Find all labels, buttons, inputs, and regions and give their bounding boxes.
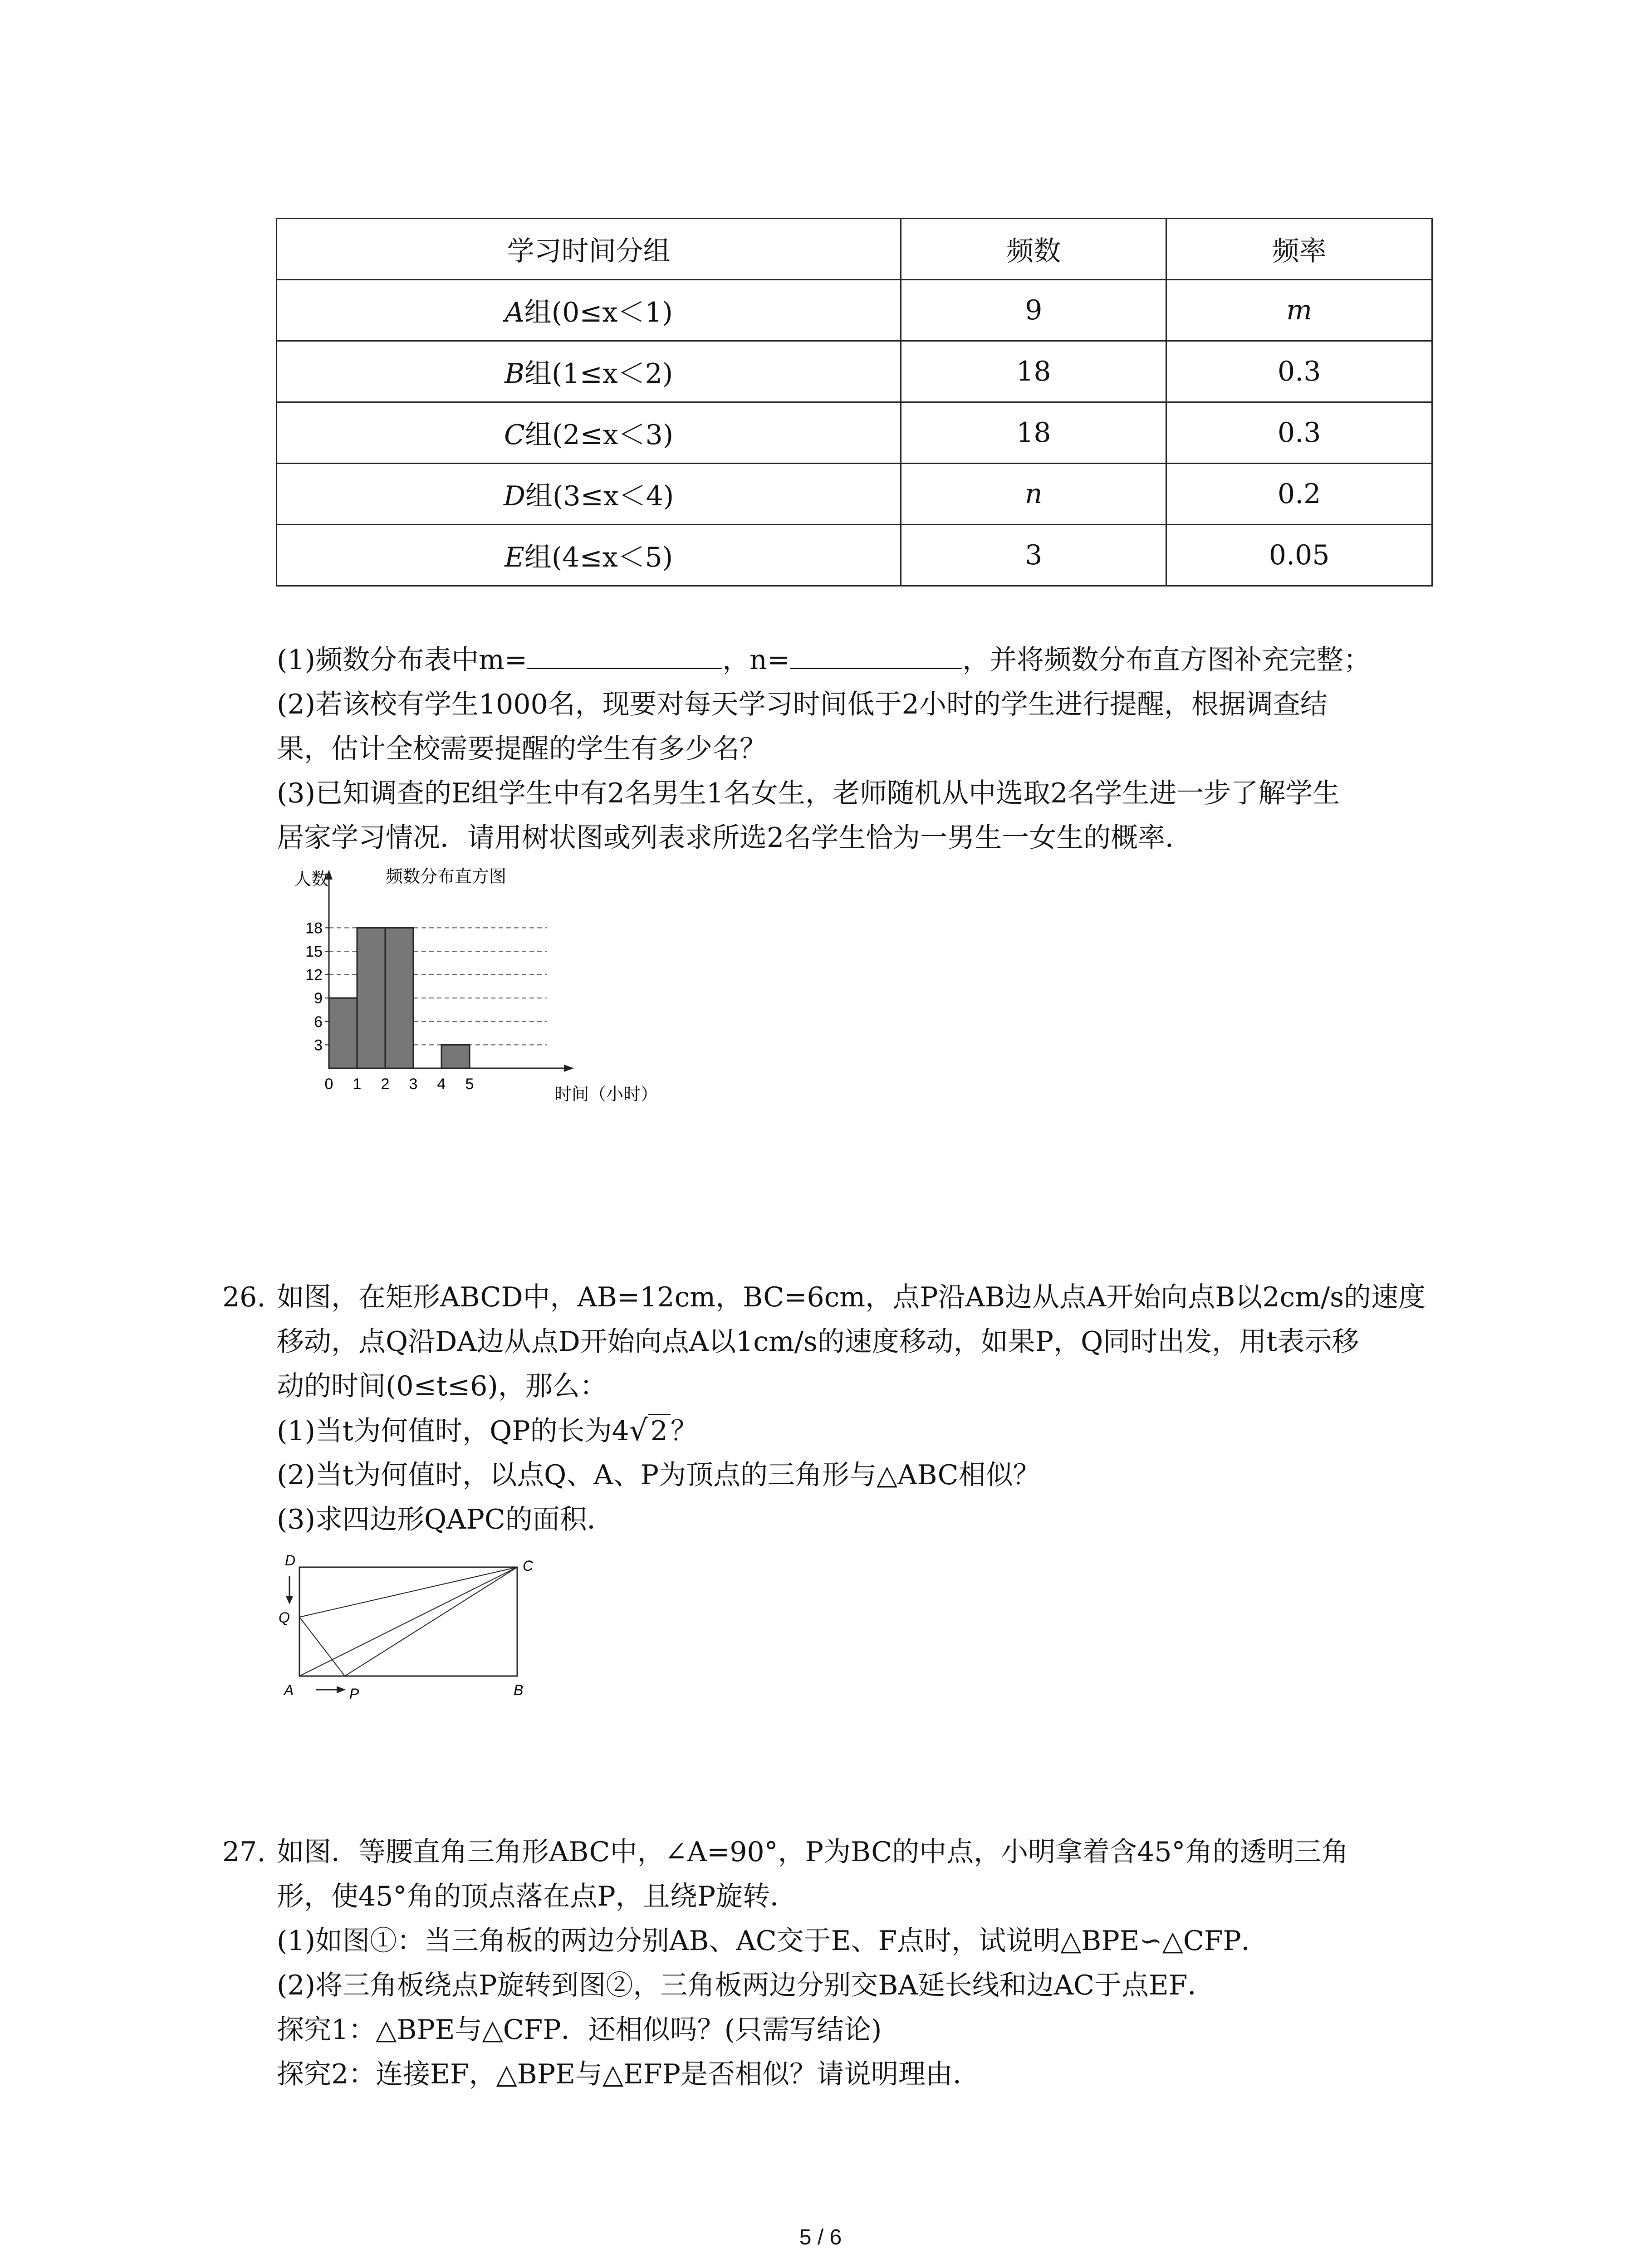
answer-blank-m[interactable] [527, 640, 722, 669]
table-header: 频数 [901, 219, 1166, 280]
table-cell: 0.3 [1166, 341, 1432, 402]
q25-part2-line2: 果，估计全校需要提醒的学生有多少名？ [277, 733, 767, 765]
q25-part2-line1: (2)若该校有学生1000名，现要对每天学习时间低于2小时的学生进行提醒，根据调查结 [277, 689, 1327, 720]
table-cell: 18 [901, 341, 1166, 402]
table-cell: D组(3≤x＜4) [277, 464, 901, 525]
table-header: 频率 [1166, 219, 1432, 280]
q26-part2: (2)当t为何值时，以点Q、A、P为顶点的三角形与△ABC相似？ [277, 1459, 1040, 1491]
histogram-bar [357, 928, 385, 1068]
table-header: 学习时间分组 [277, 219, 901, 280]
table-cell: n [901, 464, 1166, 525]
x-tick-label: 3 [409, 1075, 418, 1093]
q27-explore1: 探究1：△BPE与△CFP．还相似吗？(只需写结论) [277, 2014, 882, 2046]
table-row [277, 280, 1432, 341]
frequency-histogram [277, 860, 685, 1114]
label-b: B [514, 1682, 524, 1698]
table-cell: E组(4≤x＜5) [277, 525, 901, 586]
q27-part1: (1)如图①：当三角板的两边分别AB、AC交于E、F点时，试说明△BPE∽△CFP． [277, 1925, 1269, 1957]
x-tick-label: 2 [381, 1075, 390, 1093]
q26-part3: (3)求四边形QAPC的面积． [277, 1504, 614, 1535]
arrow-down-head-icon [286, 1596, 293, 1604]
label-q: Q [279, 1609, 290, 1626]
sqrt-symbol: √ [629, 1414, 648, 1447]
x-tick-label: 5 [465, 1075, 474, 1093]
y-tick-label: 15 [305, 943, 323, 960]
q27-line1: 如图．等腰直角三角形ABC中，∠A=90°，P为BC的中点，小明拿着含45°角的透明三角 [277, 1836, 1349, 1868]
label-p: P [349, 1686, 359, 1702]
x-axis-arrow-icon [564, 1065, 574, 1072]
q26-number: 26. [222, 1281, 266, 1313]
table-header-row [277, 219, 1432, 280]
table-cell: 9 [901, 280, 1166, 341]
histogram-y-label: 人数 [294, 870, 329, 889]
y-tick-label: 3 [314, 1036, 323, 1054]
table-cell: 18 [901, 402, 1166, 464]
rectangle-figure [272, 1549, 563, 1708]
segment-qc [299, 1567, 517, 1617]
page-number: 5 / 6 [799, 2225, 842, 2249]
table-row [277, 464, 1432, 525]
table-cell: C组(2≤x＜3) [277, 402, 901, 464]
table-cell: 0.3 [1166, 402, 1432, 464]
y-tick-label: 12 [305, 966, 323, 984]
q26-line2: 移动，点Q沿DA边从点D开始向点A以1cm/s的速度移动，如果P，Q同时出发，用t表示移 [277, 1326, 1359, 1358]
q25-part3-line2: 居家学习情况．请用树状图或列表求所选2名学生恰为一男生一女生的概率． [277, 822, 1193, 854]
x-tick-label: 1 [353, 1075, 362, 1093]
x-tick-label: 0 [324, 1075, 333, 1093]
histogram-bar [385, 928, 413, 1068]
histogram-bar [441, 1045, 470, 1068]
table-cell: 0.05 [1166, 525, 1432, 586]
table-row [277, 525, 1432, 586]
histogram-x-label: 时间（小时） [554, 1085, 658, 1104]
y-tick-label: 9 [314, 990, 323, 1007]
table-row [277, 402, 1432, 464]
q27-part2: (2)将三角板绕点P旋转到图②，三角板两边分别交BA延长线和边AC于点EF． [277, 1970, 1215, 2001]
frequency-table [276, 218, 1433, 587]
q27-number: 27. [222, 1836, 266, 1868]
table-row [277, 341, 1432, 402]
segment-qp [299, 1617, 345, 1676]
y-tick-label: 18 [305, 919, 323, 937]
label-c: C [523, 1558, 534, 1574]
q25-part1: (1)频数分布表中m= ，n= ，并将频数分布直方图补充完整； [277, 637, 1371, 683]
q25-part3-line1: (3)已知调查的E组学生中有2名男生1名女生，老师随机从中选取2名学生进一步了解学生 [277, 777, 1340, 809]
q26-line3: 动的时间(0≤t≤6)，那么： [277, 1370, 607, 1402]
answer-blank-n[interactable] [790, 640, 962, 669]
label-d: D [285, 1552, 296, 1569]
q27-explore2: 探究2：连接EF，△BPE与△EFP是否相似？请说明理由． [277, 2058, 980, 2090]
y-tick-label: 6 [314, 1013, 323, 1031]
arrow-right-head-icon [337, 1686, 346, 1693]
histogram-title: 频数分布直方图 [386, 867, 507, 886]
table-cell: 3 [901, 525, 1166, 586]
table-cell: m [1166, 280, 1432, 341]
label-a: A [284, 1682, 294, 1698]
q27-line2: 形，使45°角的顶点落在点P，且绕P旋转． [277, 1881, 798, 1912]
table-cell: 0.2 [1166, 464, 1432, 525]
q26-part1: (1)当t为何值时，QP的长为4√ 2 ？ [277, 1414, 698, 1447]
q26-line1: 如图，在矩形ABCD中，AB=12cm，BC=6cm，点P沿AB边从点A开始向点B以2cm/s的速度 [277, 1281, 1426, 1313]
x-tick-label: 4 [437, 1075, 446, 1093]
table-cell: A组(0≤x＜1) [277, 280, 901, 341]
histogram-bar [329, 998, 357, 1068]
table-cell: B组(1≤x＜2) [277, 341, 901, 402]
segment-pc [345, 1567, 517, 1676]
